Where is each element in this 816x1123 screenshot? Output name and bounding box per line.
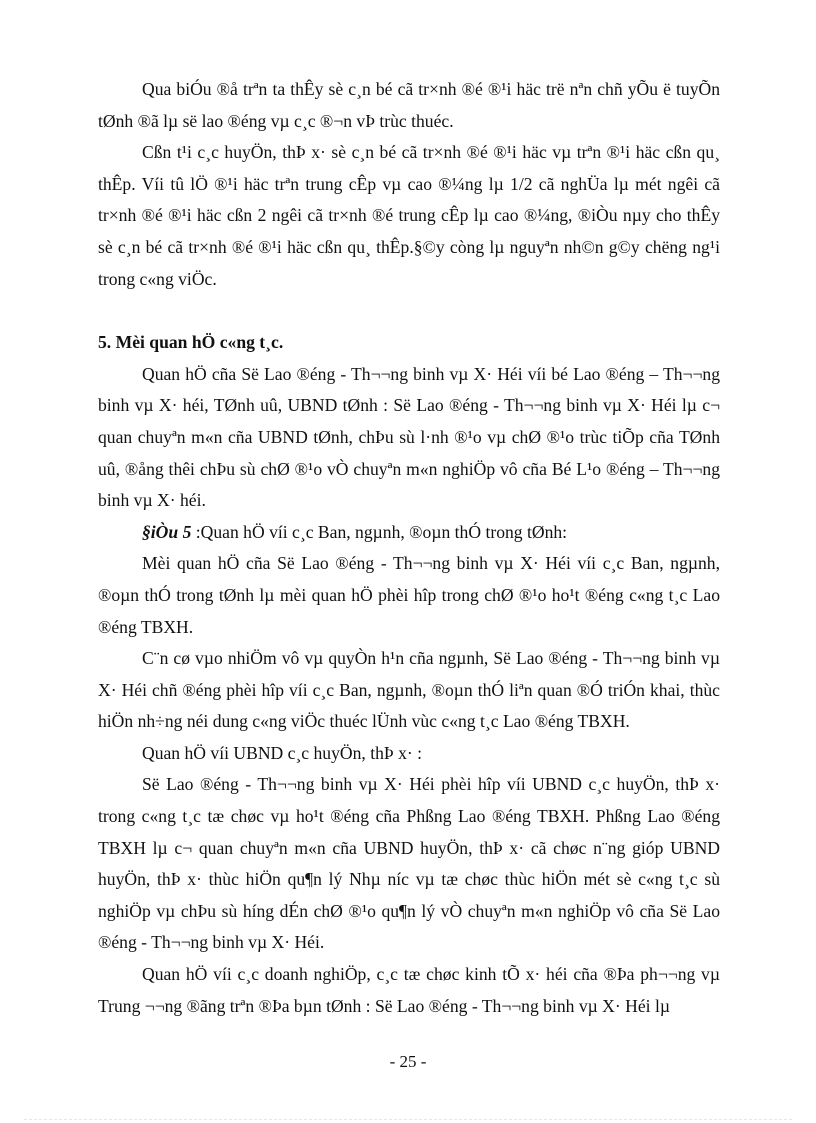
paragraph-chart-summary: Qua biÓu ®å trªn ta thÊy sè c¸n bé cã tr×nh ®é ®¹i häc trë nªn chñ yÕu ë tuyÕn tØnh ®ã lµ së lao ®éng vµ c¸c ®¬n vÞ trùc thuéc. xyxy=(98,79,720,131)
section-heading: 5. Mèi quan hÖ c«ng t¸c. xyxy=(98,332,284,353)
page-bottom-divider xyxy=(24,1119,792,1120)
paragraph-relation-enterprises: Quan hÖ víi c¸c doanh nghiÖp, c¸c tæ chøc kinh tÕ x· héi cña ®Þa ph¬¬ng vµ Trung ¬¬ng ®ãng trªn ®Þa bµn tØnh : Së Lao ®éng - Th¬¬ng binh vµ X· Héi lµ xyxy=(98,964,720,1016)
paragraph-relation-departments: Mèi quan hÖ cña Së Lao ®éng - Th¬¬ng binh vµ X· Héi víi c¸c Ban, ngµnh, ®oµn thÓ trong tØnh lµ mèi quan hÖ phèi hîp trong chØ ®¹o ho¹t ®éng c«ng t¸c Lao ®éng TBXH. xyxy=(98,553,720,637)
article-line xyxy=(98,517,720,549)
page-number: - 25 - xyxy=(389,1052,427,1071)
article-label: §iÒu 5 xyxy=(142,521,192,542)
paragraph-relation-ministry: Quan hÖ cña Së Lao ®éng - Th¬¬ng binh vµ X· Héi víi bé Lao ®éng – Th¬¬ng binh vµ X· héi, TØnh uû, UBND tØnh : Së Lao ®éng - Th¬¬ng binh vµ X· Héi lµ c¬ quan chuyªn m«n cña UBND tØnh, chÞu sù l·nh ®¹o vµ chØ ®¹o trùc tiÕp cña TØnh uû, ®ång thêi chÞu sù chØ ®¹o vÒ chuyªn m«n nghiÖp vô cña Bé L¹o ®éng – Th¬¬ng binh vµ X· héi. xyxy=(98,363,720,511)
paragraph-district-staff: Cßn t¹i c¸c huyÖn, thÞ x· sè c¸n bé cã tr×nh ®é ®¹i häc vµ trªn ®¹i häc cßn qu¸ thÊp. Víi tû lÖ ®¹i häc trªn trung cÊp vµ cao ®¼ng lµ 1/2 cã nghÜa lµ mét ngêi cã tr×nh ®é ®¹i häc cßn 2 ngêi cã tr×nh ®é trung cÊp lµ cao ®¼ng, ®iÒu nµy cho thÊy sè c¸n bé cã tr×nh ®é ®¹i häc cßn qu¸ thÊp.§©y còng lµ nguyªn nh©n g©y chëng ng¹i trong c«ng viÖc. xyxy=(98,142,720,289)
article-text: :Quan hÖ víi c¸c Ban, ngµnh, ®oµn thÓ trong tØnh: xyxy=(191,521,568,542)
document-body xyxy=(98,74,720,1022)
paragraph-relation-districts: Së Lao ®éng - Th¬¬ng binh vµ X· Héi phèi hîp víi UBND c¸c huyÖn, thÞ x· trong c«ng t¸c tæ chøc vµ ho¹t ®éng cña Phßng Lao ®éng TBXH. Phßng Lao ®éng TBXH lµ c¬ quan chuyªn m«n cña UBND huyÖn, thÞ x· cã chøc n¨ng gióp UBND huyÖn, thÞ x· thùc hiÖn qu¶n lý Nhµ níc vµ tæ chøc thùc hiÖn mét sè c«ng t¸c sù nghiÖp vµ chÞu sù híng dÉn chØ ®¹o qu¶n lý vÒ chuyªn m«n nghiÖp vô cña Së Lao ®éng - Th¬¬ng binh vµ X· Héi. xyxy=(98,774,720,953)
paragraph-relation-districts-title: Quan hÖ víi UBND c¸c huyÖn, thÞ x· : xyxy=(142,742,423,763)
paragraph-coordination: C¨n cø vµo nhiÖm vô vµ quyÒn h¹n cña ngµnh, Së Lao ®éng - Th¬¬ng binh vµ X· Héi chñ ®éng phèi hîp víi c¸c Ban, ngµnh, ®oµn thÓ liªn quan ®Ó triÓn khai, thùc hiÖn nh÷ng néi dung c«ng viÖc thuéc lÜnh vùc c«ng t¸c Lao ®éng TBXH. xyxy=(98,648,720,732)
